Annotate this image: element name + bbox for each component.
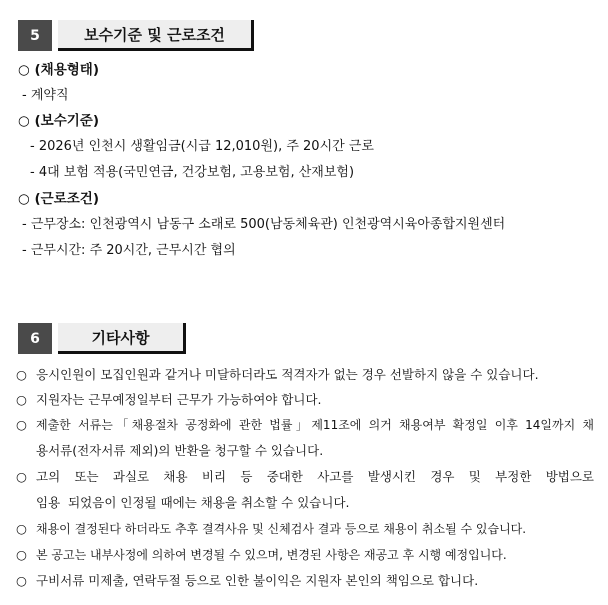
note-item (16, 468, 594, 494)
section-6-number: 6 (18, 323, 52, 354)
note-bullet: ○ (16, 469, 27, 484)
employment-type-heading: ○ (채용형태) (18, 62, 99, 78)
note-text: 구비서류 미제출, 연락두절 등으로 인한 불이익은 지원자 본인의 책임으로 합니다. (36, 573, 479, 588)
note-text: 채용이 결정된다 하더라도 추후 결격사유 및 신체검사 결과 등으로 채용이 취소될 수 있습니다. (36, 522, 527, 536)
note-text-continued: 용서류(전자서류 제외)의 반환을 청구할 수 있습니다. (36, 443, 324, 458)
note-item (16, 546, 594, 572)
section-5-header (18, 20, 254, 51)
note-text: 본 공고는 내부사정에 의하여 변경될 수 있으며, 변경된 사항은 재공고 후 시행 예정입니다. (36, 548, 507, 562)
note-item (16, 391, 594, 416)
work-conditions-item-location: - 근무장소: 인천광역시 남동구 소래로 500(남동체육관) 인천광역시육아종합지원센터 (22, 217, 506, 232)
pay-standard-heading: ○ (보수기준) (18, 113, 99, 129)
work-conditions-item-hours: - 근무시간: 주 20시간, 근무시간 협의 (22, 243, 236, 258)
section-6-title: 기타사항 (58, 323, 186, 354)
note-item (16, 520, 594, 546)
note-text-continued: 임용 되었음이 인정될 때에는 채용을 취소할 수 있습니다. (36, 495, 350, 510)
work-conditions-heading: ○ (근로조건) (18, 191, 99, 207)
note-bullet: ○ (16, 521, 27, 536)
section-5-number: 5 (18, 20, 52, 51)
note-bullet: ○ (16, 367, 27, 382)
note-bullet: ○ (16, 392, 27, 407)
note-item-continued (16, 494, 594, 520)
note-text: 지원자는 근무예정일부터 근무가 가능하여야 합니다. (36, 392, 322, 407)
note-text: 응시인원이 모집인원과 같거나 미달하더라도 적격자가 없는 경우 선발하지 않을 수 있습니다. (36, 367, 539, 382)
section-6-header (18, 323, 186, 354)
employment-type-item: - 계약직 (22, 88, 69, 103)
note-item (16, 572, 594, 598)
note-item-continued (16, 442, 594, 468)
note-text: 고의 또는 과실로 채용 비리 등 중대한 사고를 발생시킨 경우 및 부정한 방법으로 (36, 469, 594, 484)
note-text: 제출한 서류는「채용절차 공정화에 관한 법률」제11조에 의거 채용여부 확정일 이후 14일까지 채 (36, 418, 594, 432)
section-5-title: 보수기준 및 근로조건 (58, 20, 254, 51)
note-bullet: ○ (16, 573, 27, 588)
note-list (16, 366, 594, 598)
pay-standard-item-insurance: - 4대 보험 적용(국민연금, 건강보험, 고용보험, 산재보험) (30, 165, 355, 180)
note-item (16, 416, 594, 442)
pay-standard-item-wage: - 2026년 인천시 생활임금(시급 12,010원), 주 20시간 근로 (30, 139, 374, 154)
note-bullet: ○ (16, 547, 27, 562)
note-item (16, 366, 594, 391)
note-bullet: ○ (16, 417, 27, 432)
